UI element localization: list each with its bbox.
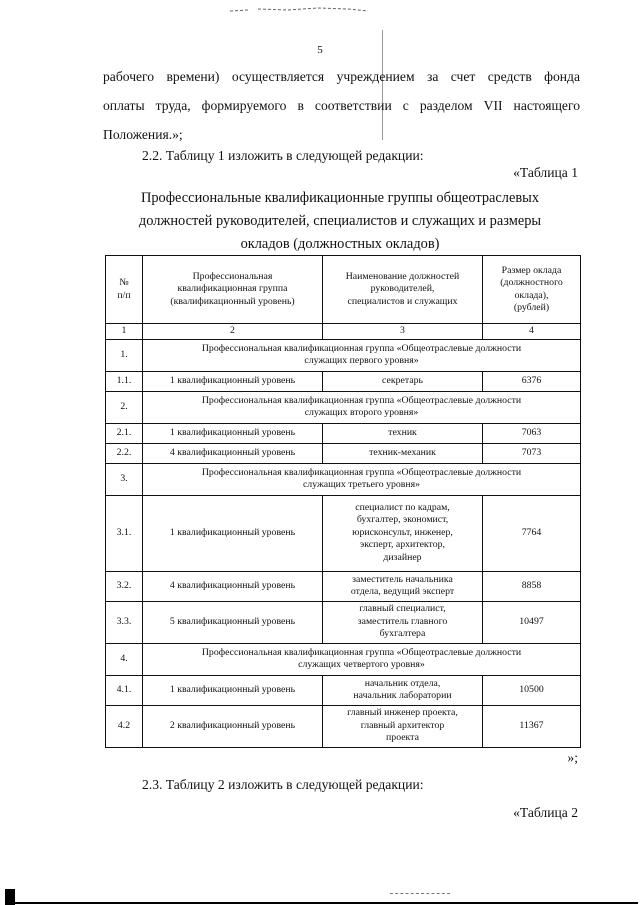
paragraph-continuation: [103, 62, 580, 149]
salary-value: 6376: [483, 371, 581, 391]
table-row: [106, 495, 581, 571]
scan-bottom-dots: [390, 893, 450, 895]
table-row: [106, 675, 581, 705]
table-title-line: окладов (должностных окладов): [240, 236, 440, 252]
row-number: 3.1.: [106, 495, 143, 571]
position-line: начальник лаборатории: [353, 690, 452, 701]
qualification-table: [105, 255, 581, 748]
qualification-level: 1 квалификационный уровень: [143, 371, 323, 391]
position-line: заместитель главного: [357, 615, 448, 627]
row-number: 2.2.: [106, 443, 143, 463]
salary-value: 10500: [483, 675, 581, 705]
column-number-row: [106, 324, 581, 340]
paragraph-line: Положения.»;: [103, 127, 183, 142]
position-line: отдела, ведущий эксперт: [350, 586, 455, 597]
group-row: [106, 463, 581, 495]
salary-value: 7063: [483, 423, 581, 443]
paragraph-line: оплаты труда, формируемого в соответствии с разделом VII настоящего: [103, 98, 580, 113]
position-line: техник: [388, 426, 417, 438]
salary-value: 7764: [483, 495, 581, 571]
group-row: [106, 643, 581, 675]
qualification-level: 4 квалификационный уровень: [143, 443, 323, 463]
position-names: [323, 601, 483, 643]
position-names: [323, 371, 483, 391]
position-line: бухгалтера: [379, 628, 426, 640]
position-line: бухгалтер, экономист,: [356, 514, 449, 526]
table-title-line: Профессиональные квалификационные группы общеотраслевых: [140, 190, 540, 206]
table-title-line: должностей руководителей, специалистов и служащих и размеры: [138, 213, 542, 229]
position-line: техник-механик: [369, 446, 436, 458]
group-number: 1.: [106, 339, 143, 371]
paragraph-2-2: 2.2. Таблицу 1 изложить в следующей редакции:: [142, 148, 424, 163]
row-number: 3.3.: [106, 601, 143, 643]
position-line: проекта: [386, 732, 419, 744]
position-names: [323, 705, 483, 747]
position-line: главный специалист,: [359, 603, 446, 615]
table-2-mark: «Таблица 2: [513, 805, 578, 820]
group-title-line: служащих третьего уровня»: [302, 479, 421, 490]
position-line: специалист по кадрам,: [355, 501, 450, 513]
salary-value: 7073: [483, 443, 581, 463]
position-line: главный архитектор: [360, 719, 445, 731]
group-title-line: Профессиональная квалификационная группа «Общеотраслевые должности: [201, 646, 522, 658]
paragraph-line: рабочего времени) осуществляется учреждением за счет средств фонда: [103, 69, 580, 84]
table-row: [106, 571, 581, 601]
qualification-level: 1 квалификационный уровень: [143, 423, 323, 443]
position-line: юрисконсульт, инженер,: [352, 526, 453, 538]
position-names: [323, 495, 483, 571]
position-line: дизайнер: [383, 551, 422, 563]
position-line: заместитель начальника: [352, 573, 453, 585]
row-number: 3.2.: [106, 571, 143, 601]
salary-value: 8858: [483, 571, 581, 601]
column-number: 1: [106, 324, 143, 340]
group-row: [106, 391, 581, 423]
group-title-line: Профессиональная квалификационная группа «Общеотраслевые должности: [201, 394, 522, 406]
group-title: [143, 339, 581, 371]
paragraph-2-3: 2.3. Таблицу 2 изложить в следующей редакции:: [142, 777, 424, 792]
row-number: 2.1.: [106, 423, 143, 443]
group-number: 3.: [106, 463, 143, 495]
position-names: [323, 571, 483, 601]
group-row: [106, 339, 581, 371]
column-number: 3: [323, 324, 483, 340]
column-number: 2: [143, 324, 323, 340]
group-title-line: служащих первого уровня»: [304, 355, 419, 366]
salary-value: 10497: [483, 601, 581, 643]
qualification-level: 2 квалификационный уровень: [143, 705, 323, 747]
group-number: 2.: [106, 391, 143, 423]
header-group: Профессиональная квалификационная группа (квалификационный уровень): [143, 256, 323, 324]
table-row: [106, 443, 581, 463]
position-names: [323, 423, 483, 443]
group-title-line: служащих второго уровня»: [304, 407, 419, 418]
header-salary: Размер оклада (должностного оклада), (рублей): [483, 256, 581, 324]
position-line: секретарь: [382, 374, 423, 386]
position-line: эксперт, архитектор,: [360, 539, 445, 551]
position-line: начальник отдела,: [364, 677, 441, 689]
qualification-level: 4 квалификационный уровень: [143, 571, 323, 601]
qualification-level: 5 квалификационный уровень: [143, 601, 323, 643]
table-row: [106, 423, 581, 443]
group-title-line: Профессиональная квалификационная группа «Общеотраслевые должности: [201, 342, 522, 354]
row-number: 4.2: [106, 705, 143, 747]
header-num: № п/п: [106, 256, 143, 324]
position-names: [323, 675, 483, 705]
closing-quote: »;: [567, 750, 578, 765]
scan-bottom-line: [14, 902, 638, 904]
header-positions: Наименование должностей руководителей, специалистов и служащих: [323, 256, 483, 324]
table-title: [100, 187, 580, 256]
qualification-level: 1 квалификационный уровень: [143, 495, 323, 571]
row-number: 1.1.: [106, 371, 143, 391]
table-row: [106, 371, 581, 391]
group-title: [143, 643, 581, 675]
position-names: [323, 443, 483, 463]
group-title: [143, 391, 581, 423]
table-header-row: [106, 256, 581, 324]
group-title: [143, 463, 581, 495]
row-number: 4.1.: [106, 675, 143, 705]
group-number: 4.: [106, 643, 143, 675]
table-row: [106, 601, 581, 643]
position-line: главный инженер проекта,: [347, 707, 458, 719]
qualification-level: 1 квалификационный уровень: [143, 675, 323, 705]
scan-artifact-top: [228, 6, 378, 14]
group-title-line: Профессиональная квалификационная группа «Общеотраслевые должности: [201, 466, 522, 478]
page-number: 5: [317, 44, 323, 56]
table-row: [106, 705, 581, 747]
column-number: 4: [483, 324, 581, 340]
salary-value: 11367: [483, 705, 581, 747]
group-title-line: служащих четвертого уровня»: [298, 659, 425, 670]
table-1-mark: «Таблица 1: [513, 165, 578, 180]
